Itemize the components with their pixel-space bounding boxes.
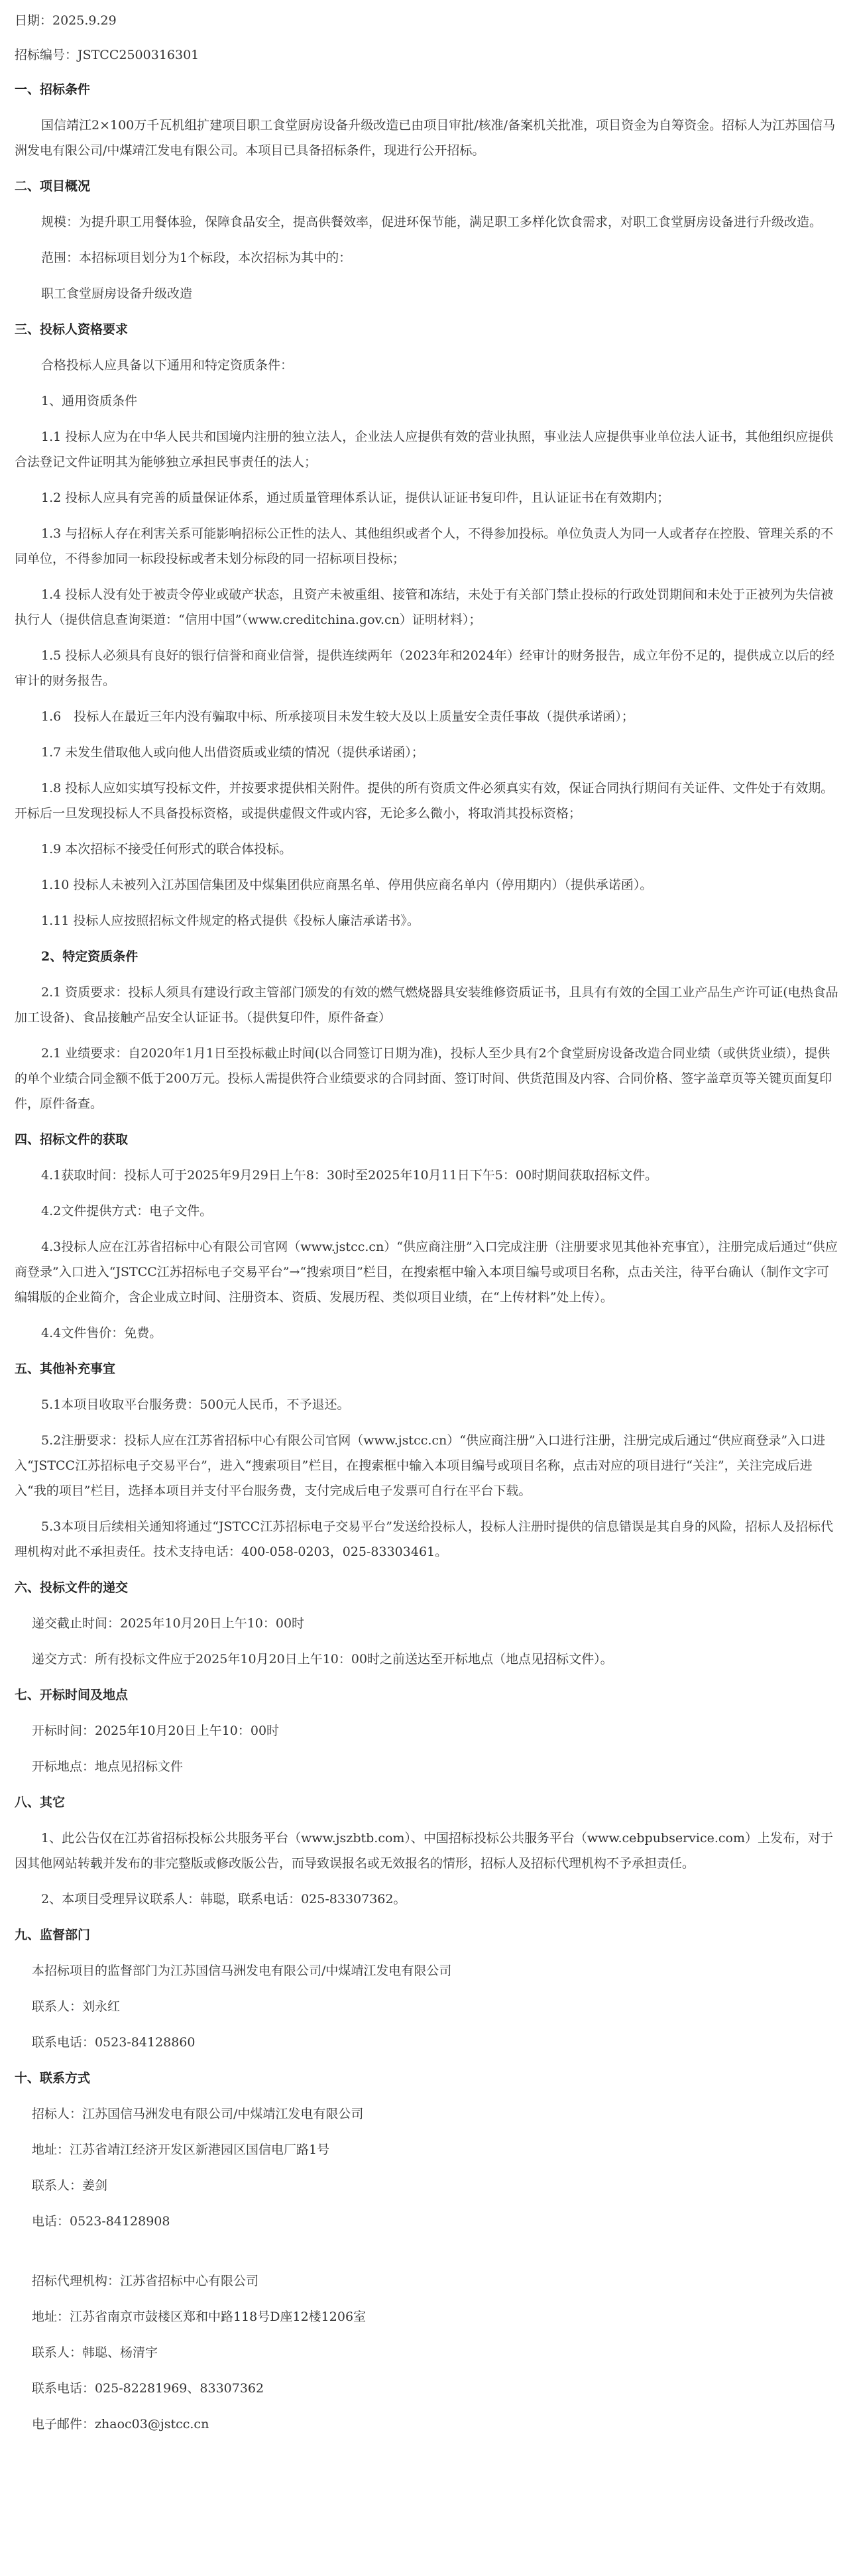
section-title-9: 九、监督部门 (15, 1928, 91, 1942)
supervisor-dept: 本招标项目的监督部门为江苏国信马洲发电有限公司/中煤靖江发电有限公司 (32, 1963, 452, 1978)
spacer (15, 2245, 838, 2268)
tenderer-phone: 电话：0523-84128908 (32, 2214, 170, 2229)
tenderer-contact: 联系人：姜剑 (32, 2178, 108, 2193)
qualification-item: 1.8 投标人应如实填写投标文件，并按要求提供相关附件。提供的所有资质文件必须真实有效，保证合同执行期间有关证件、文件处于有效期。开标后一旦发现投标人不具备投标资格，或提供虚假文件或内容，无论多么微小，将取消其投标资格； (15, 781, 834, 821)
project-scope: 范围：本招标项目划分为1个标段，本次招标为其中的： (41, 251, 352, 265)
project-scale: 规模：为提升职工用餐体验，保障食品安全，提高供餐效率，促进环保节能，满足职工多样化饮食需求，对职工食堂厨房设备进行升级改造。 (41, 215, 823, 229)
qualification-item: 1.11 投标人应按照招标文件规定的格式提供《投标人廉洁承诺书》。 (41, 913, 420, 928)
objection-contact: 2、本项目受理异议联系人：韩聪，联系电话：025-83307362。 (41, 1892, 406, 1906)
section-title-2: 二、项目概况 (15, 179, 91, 194)
announce-date: 日期：2025.9.29 (15, 13, 117, 28)
doc-obtain-steps: 4.3投标人应在江苏省招标中心有限公司官网（www.jstcc.cn）“供应商注册”入口完成注册（注册要求见其他补充事宜），注册完成后通过“供应商登录”入口进入“JSTCC江苏招标电子交易平台”→“搜索项目”栏目，在搜索框中输入本项目编号或项目名称，点击关注，待平台确认（制作文字可编辑版的企业简介，含企业成立时间、注册资本、资质、发展历程、类似项目业绩，在“上传材料”处上传）。 (15, 1240, 838, 1305)
supervisor-contact: 联系人：刘永红 (32, 1999, 121, 2014)
qualification-item: 1.2 投标人应具有完善的质量保证体系，通过质量管理体系认证，提供认证证书复印件，且认证证书在有效期内； (41, 491, 670, 505)
qualification-item: 1.7 未发生借取他人或向他人出借资质或业绩的情况（提供承诺函）； (41, 745, 424, 760)
section-title-3: 三、投标人资格要求 (15, 322, 129, 337)
general-qualification-heading: 1、通用资质条件 (41, 394, 138, 408)
agent-phone: 联系电话：025-82281969、83307362 (32, 2381, 264, 2396)
submission-deadline: 递交截止时间：2025年10月20日上午10：00时 (32, 1616, 305, 1631)
section-title-6: 六、投标文件的递交 (15, 1580, 129, 1595)
agent-email: 电子邮件：zhaoc03@jstcc.cn (32, 2417, 209, 2431)
doc-price: 4.4文件售价：免费。 (41, 1326, 162, 1340)
specific-qualification-heading: 2、特定资质条件 (41, 949, 139, 964)
publication-notice: 1、此公告仅在江苏省招标投标公共服务平台（www.jszbtb.com）、中国招标投标公共服务平台（www.cebpubservice.com）上发布，对于因其他网站转载并发布的非完整版或修改版公告，而导致误报名或无效报名的情形，招标人及招标代理机构不予承担责任。 (15, 1831, 834, 1871)
tenderer-address: 地址：江苏省靖江经济开发区新港园区国信电厂路1号 (32, 2142, 330, 2157)
section-title-10: 十、联系方式 (15, 2071, 91, 2085)
qualification-item: 1.10 投标人未被列入江苏国信集团及中煤集团供应商黑名单、停用供应商名单内（停用期内）（提供承诺函）。 (41, 878, 653, 892)
section-title-1: 一、招标条件 (15, 82, 91, 97)
section1-paragraph: 国信靖江2×100万千瓦机组扩建项目职工食堂厨房设备升级改造已由项目审批/核准/备案机关批准，项目资金为自筹资金。招标人为江苏国信马洲发电有限公司/中煤靖江发电有限公司。本项目已具备招标条件，现进行公开招标。 (15, 118, 836, 158)
section-title-7: 七、开标时间及地点 (15, 1688, 129, 1702)
doc-provide-method: 4.2文件提供方式：电子文件。 (41, 1204, 213, 1218)
specific-qualification-item: 2.1 业绩要求：自2020年1月1日至投标截止时间(以合同签订日期为准)，投标人至少具有2个食堂厨房设备改造合同业绩（或供货业绩），提供的单个业绩合同金额不低于200万元。投标人需提供符合业绩要求的合同封面、签订时间、供货范围及内容、合同价格、签字盖章页等关键页面复印件，原件备查。 (15, 1046, 832, 1111)
section-title-4: 四、招标文件的获取 (15, 1132, 129, 1147)
notification-info: 5.3本项目后续相关通知将通过“JSTCC江苏招标电子交易平台”发送给投标人，投标人注册时提供的信息错误是其自身的风险，招标人及招标代理机构对此不承担责任。技术支持电话：400-058-0203，025-83303461。 (15, 1519, 834, 1559)
agent-name: 招标代理机构：江苏省招标中心有限公司 (32, 2274, 259, 2288)
submission-method: 递交方式：所有投标文件应于2025年10月20日上午10：00时之前送达至开标地点（地点见招标文件）。 (32, 1652, 613, 1667)
qualification-intro: 合格投标人应具备以下通用和特定资质条件： (41, 358, 294, 373)
specific-qualification-item: 2.1 资质要求：投标人须具有建设行政主管部门颁发的有效的燃气燃烧器具安装维修资质证书，且具有有效的全国工业产品生产许可证(电热食品加工设备)、食品接触产品安全认证证书。（提供复印件，原件备查） (15, 985, 838, 1025)
opening-time: 开标时间：2025年10月20日上午10：00时 (32, 1724, 280, 1738)
qualification-item: 1.9 本次招标不接受任何形式的联合体投标。 (41, 842, 292, 856)
lot-name: 职工食堂厨房设备升级改造 (41, 286, 193, 301)
registration-requirements: 5.2注册要求：投标人应在江苏省招标中心有限公司官网（www.jstcc.cn）“供应商注册”入口进行注册，注册完成后通过“供应商登录”入口进入“JSTCC江苏招标电子交易平台”，进入“搜索项目”栏目，在搜索框中输入本项目编号或项目名称，点击对应的项目进行“关注”，关注完成后进入“我的项目”栏目，选择本项目并支付平台服务费，支付完成后电子发票可自行在平台下载。 (15, 1433, 826, 1498)
opening-place: 开标地点：地点见招标文件 (32, 1759, 184, 1774)
section-title-8: 八、其它 (15, 1795, 66, 1810)
qualification-item: 1.1 投标人应为在中华人民共和国境内注册的独立法人，企业法人应提供有效的营业执照，事业法人应提供事业单位法人证书，其他组织应提供合法登记文件证明其为能够独立承担民事责任的法人； (15, 430, 834, 469)
agent-contact: 联系人：韩聪、杨清宇 (32, 2345, 158, 2360)
bid-number: 招标编号：JSTCC2500316301 (15, 48, 199, 62)
qualification-item: 1.6 投标人在最近三年内没有骗取中标、所承接项目未发生较大及以上质量安全责任事故（提供承诺函）； (41, 709, 634, 724)
platform-fee: 5.1本项目收取平台服务费：500元人民币，不予退还。 (41, 1397, 350, 1412)
qualification-item: 1.4 投标人没有处于被责令停业或破产状态，且资产未被重组、接管和冻结，未处于有关部门禁止投标的行政处罚期间和未处于正被列为失信被执行人（提供信息查询渠道：“信用中国”（www.creditchina.gov.cn）证明材料）； (15, 587, 834, 627)
qualification-item: 1.3 与招标人存在利害关系可能影响招标公正性的法人、其他组织或者个人，不得参加投标。单位负责人为同一人或者存在控股、管理关系的不同单位，不得参加同一标段投标或者未划分标段的同一招标项目投标； (15, 526, 834, 566)
tenderer-name: 招标人：江苏国信马洲发电有限公司/中煤靖江发电有限公司 (32, 2107, 364, 2121)
agent-address: 地址：江苏省南京市鼓楼区郑和中路118号D座12楼1206室 (32, 2310, 367, 2324)
qualification-item: 1.5 投标人必须具有良好的银行信誉和商业信誉，提供连续两年（2023年和2024年）经审计的财务报告，成立年份不足的，提供成立以后的经审计的财务报告。 (15, 648, 834, 688)
section-title-5: 五、其他补充事宜 (15, 1362, 116, 1376)
supervisor-phone: 联系电话：0523-84128860 (32, 2035, 196, 2050)
doc-obtain-time: 4.1获取时间：投标人可于2025年9月29日上午8：30时至2025年10月11日下午5：00时期间获取招标文件。 (41, 1168, 658, 1183)
